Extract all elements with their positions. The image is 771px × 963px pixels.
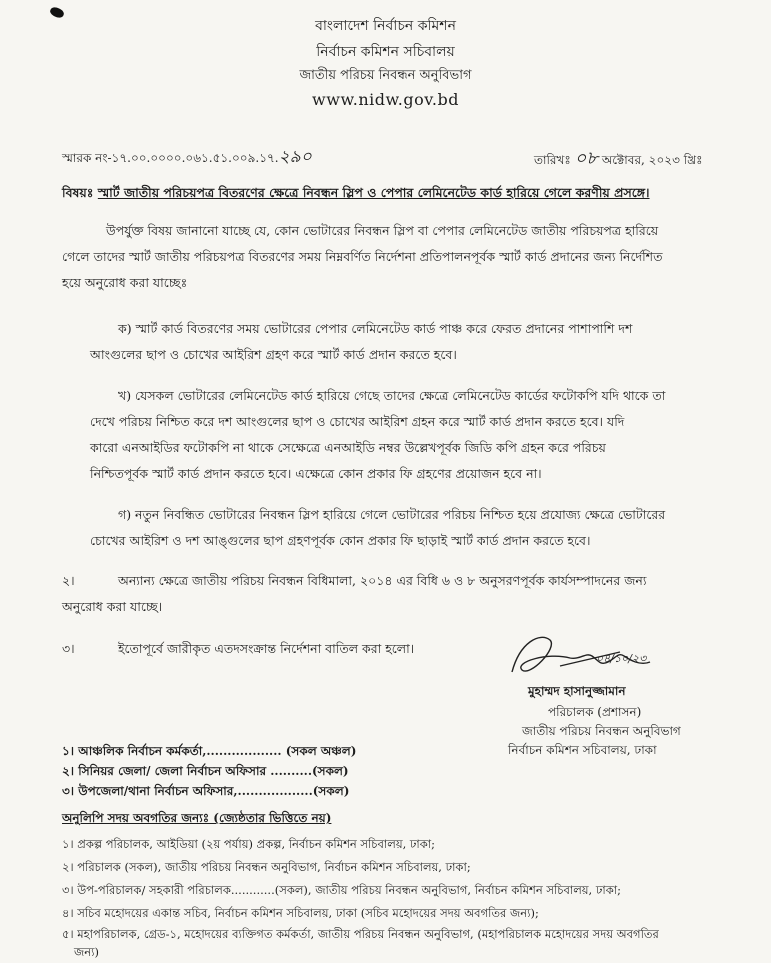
website-link[interactable]: www.nidw.gov.bd: [312, 90, 459, 109]
copy-item-4: ৪। সচিব মহোদয়ের একান্ত সচিব, নির্বাচন কমিশন সচিবালয়, ঢাকা (সচিব মহোদয়ের সদয় অবগতির জন্য);: [62, 906, 539, 920]
point-3-number: ৩।: [62, 641, 75, 656]
intro-line-2: গেলে তাদের স্মার্ট জাতীয় পরিচয়পত্র বিতরণের সময় নিম্নবর্ণিত নির্দেশনা প্রতিপালনপূর্বক স্মার্ট কার্ড প্রদানের জন্য নির্দেশিত: [62, 249, 663, 264]
date-label: তারিখঃ: [534, 153, 571, 167]
item-ka-line-2: আংগুলের ছাপ ও চোখের আইরিশ গ্রহণ করে স্মার্ট কার্ড প্রদান করতে হবে।: [90, 347, 457, 362]
signature-date: ০৪/১০/২৩: [596, 652, 647, 665]
item-kha-line-2: দেখে পরিচয় নিশ্চিত করে দশ আংগুলের ছাপ ও চোখের আইরিশ গ্রহন করে স্মার্ট কার্ড প্রদান করতে হবে। যদি: [90, 414, 625, 429]
copy-item-3: ৩। উপ-পরিচালক/ সহকারী পরিচালক............(সকল), জাতীয় পরিচয় নিবন্ধন অনুবিভাগ, নির্বাচন কমিশন সচিবালয়, ঢাকা;: [62, 883, 621, 897]
copies-title: অনুলিপি সদয় অবগতির জন্যঃ (জ্যেষ্ঠতার ভিত্তিতে নয়): [62, 811, 332, 825]
point-2-number: ২।: [62, 573, 75, 588]
item-ga-line-2: চোখের আইরিশ ও দশ আঙ্গুলের ছাপ গ্রহণপূর্বক কোন প্রকার ফি ছাড়াই স্মার্ট কার্ড প্রদান করতে হবে।: [90, 533, 591, 548]
copy-item-1: ১। প্রকল্প পরিচালক, আইডিয়া (২য় পর্যায়) প্রকল্প, নির্বাচন কমিশন সচিবালয়, ঢাকা;: [62, 837, 435, 851]
signatory-office: নির্বাচন কমিশন সচিবালয়, ঢাকা: [508, 743, 657, 757]
point-2-line-1: অন্যান্য ক্ষেত্রে জাতীয় পরিচয় নিবন্ধন বিধিমালা, ২০১৪ এর বিধি ৬ ও ৮ অনুসরণপূর্বক কার্যসম্পাদনের জন্য: [118, 573, 647, 588]
intro-line-3: হয়ে অনুরোধ করা যাচ্ছেঃ: [62, 275, 188, 290]
item-ga-line-1: গ) নতুন নিবন্ধিত ভোটারের নিবন্ধন স্লিপ হারিয়ে গেলে ভোটারের পরিচয় নিশ্চিত হয়ে প্রযোজ্য ক্ষেত্রে ভোটারের: [118, 507, 666, 522]
date-day: ০৮: [574, 148, 599, 169]
memo-ref: [62, 144, 312, 172]
subject-text: স্মার্ট জাতীয় পরিচয়পত্র বিতরণের ক্ষেত্রে নিবন্ধন স্লিপ ও পেপার লেমিনেটেড কার্ড হারিয়ে গেলে করণীয় প্রসঙ্গে।: [97, 185, 650, 200]
memo-ref-label: স্মারক নং-১৭.০০.০০০০.০৬১.৫১.০০৯.১৭.: [62, 151, 279, 165]
subject-label: বিষয়ঃ: [62, 185, 94, 200]
signatory-designation: পরিচালক (প্রশাসন): [548, 705, 642, 719]
item-kha-line-3: কারো এনআইডির ফটোকপি না থাকে সেক্ষেত্রে এনআইডি নম্বর উল্লেখপূর্বক জিডি কপি গ্রহন করে পরিচয়: [90, 440, 606, 455]
distribution-1: ১। আঞ্চলিক নির্বাচন কর্মকর্তা,.................. (সকল অঞ্চল): [62, 744, 357, 758]
signature-scribble: [500, 622, 690, 692]
distribution-2: ২। সিনিয়র জেলা/ জেলা নির্বাচন অফিসার ..........(সকল): [62, 764, 349, 778]
signatory-name: মুহাম্মদ হাসানুজ্জামান: [528, 684, 626, 698]
point-2-line-2: অনুরোধ করা যাচ্ছে।: [62, 599, 163, 614]
date-rest: অক্টোবর, ২০২৩ খ্রিঃ: [601, 153, 703, 167]
copy-item-2: ২। পরিচালক (সকল), জাতীয় পরিচয় নিবন্ধন অনুবিভাগ, নির্বাচন কমিশন সচিবালয়, ঢাকা;: [62, 860, 471, 874]
item-ka-line-1: ক) স্মার্ট কার্ড বিতরণের সময় ভোটারের পেপার লেমিনেটেড কার্ড পাঞ্চ করে ফেরত প্রদানের পাশাপাশি দশ: [118, 321, 633, 336]
copy-item-5-cont: জন্য): [74, 945, 99, 959]
memo-ref-handwritten: ২৯০: [278, 147, 312, 167]
copy-item-5: ৫। মহাপরিচালক, গ্রেড-১, মহোদয়ের ব্যক্তিগত কর্মকর্তা, জাতীয় পরিচয় নিবন্ধন অনুবিভাগ, (মহাপরিচালক মহোদয়ের সদয় অবগতির: [62, 927, 659, 941]
header-line-3: জাতীয় পরিচয় নিবন্ধন অনুবিভাগ: [299, 68, 472, 83]
memo-date: [534, 144, 702, 175]
item-kha-line-1: খ) যেসকল ভোটারের লেমিনেটেড কার্ড হারিয়ে গেছে তাদের ক্ষেত্রে লেমিনেটেড কার্ডের ফটোকপি যদি থাকে তা: [118, 388, 666, 403]
distribution-3: ৩। উপজেলা/থানা নির্বাচন অফিসার,..................(সকল): [62, 784, 350, 798]
point-3-text: ইতোপূর্বে জারীকৃত এতদসংক্রান্ত নির্দেশনা বাতিল করা হলো।: [118, 641, 415, 656]
intro-line-1: উপর্যুক্ত বিষয় জানানো যাচ্ছে যে, কোন ভোটারের নিবন্ধন স্লিপ বা পেপার লেমিনেটেড জাতীয় পরিচয়পত্র হারিয়ে: [106, 223, 659, 238]
header-line-2: নির্বাচন কমিশন সচিবালয়: [316, 44, 455, 60]
subject-line: [62, 185, 650, 205]
header-line-1: বাংলাদেশ নির্বাচন কমিশন: [315, 18, 456, 34]
signatory-dept: জাতীয় পরিচয় নিবন্ধন অনুবিভাগ: [522, 724, 681, 738]
item-kha-line-4: নিশ্চিতপূর্বক স্মার্ট কার্ড প্রদান করতে হবে। এক্ষেত্রে কোন প্রকার ফি গ্রহণের প্রয়োজন হবে না।: [90, 466, 542, 481]
